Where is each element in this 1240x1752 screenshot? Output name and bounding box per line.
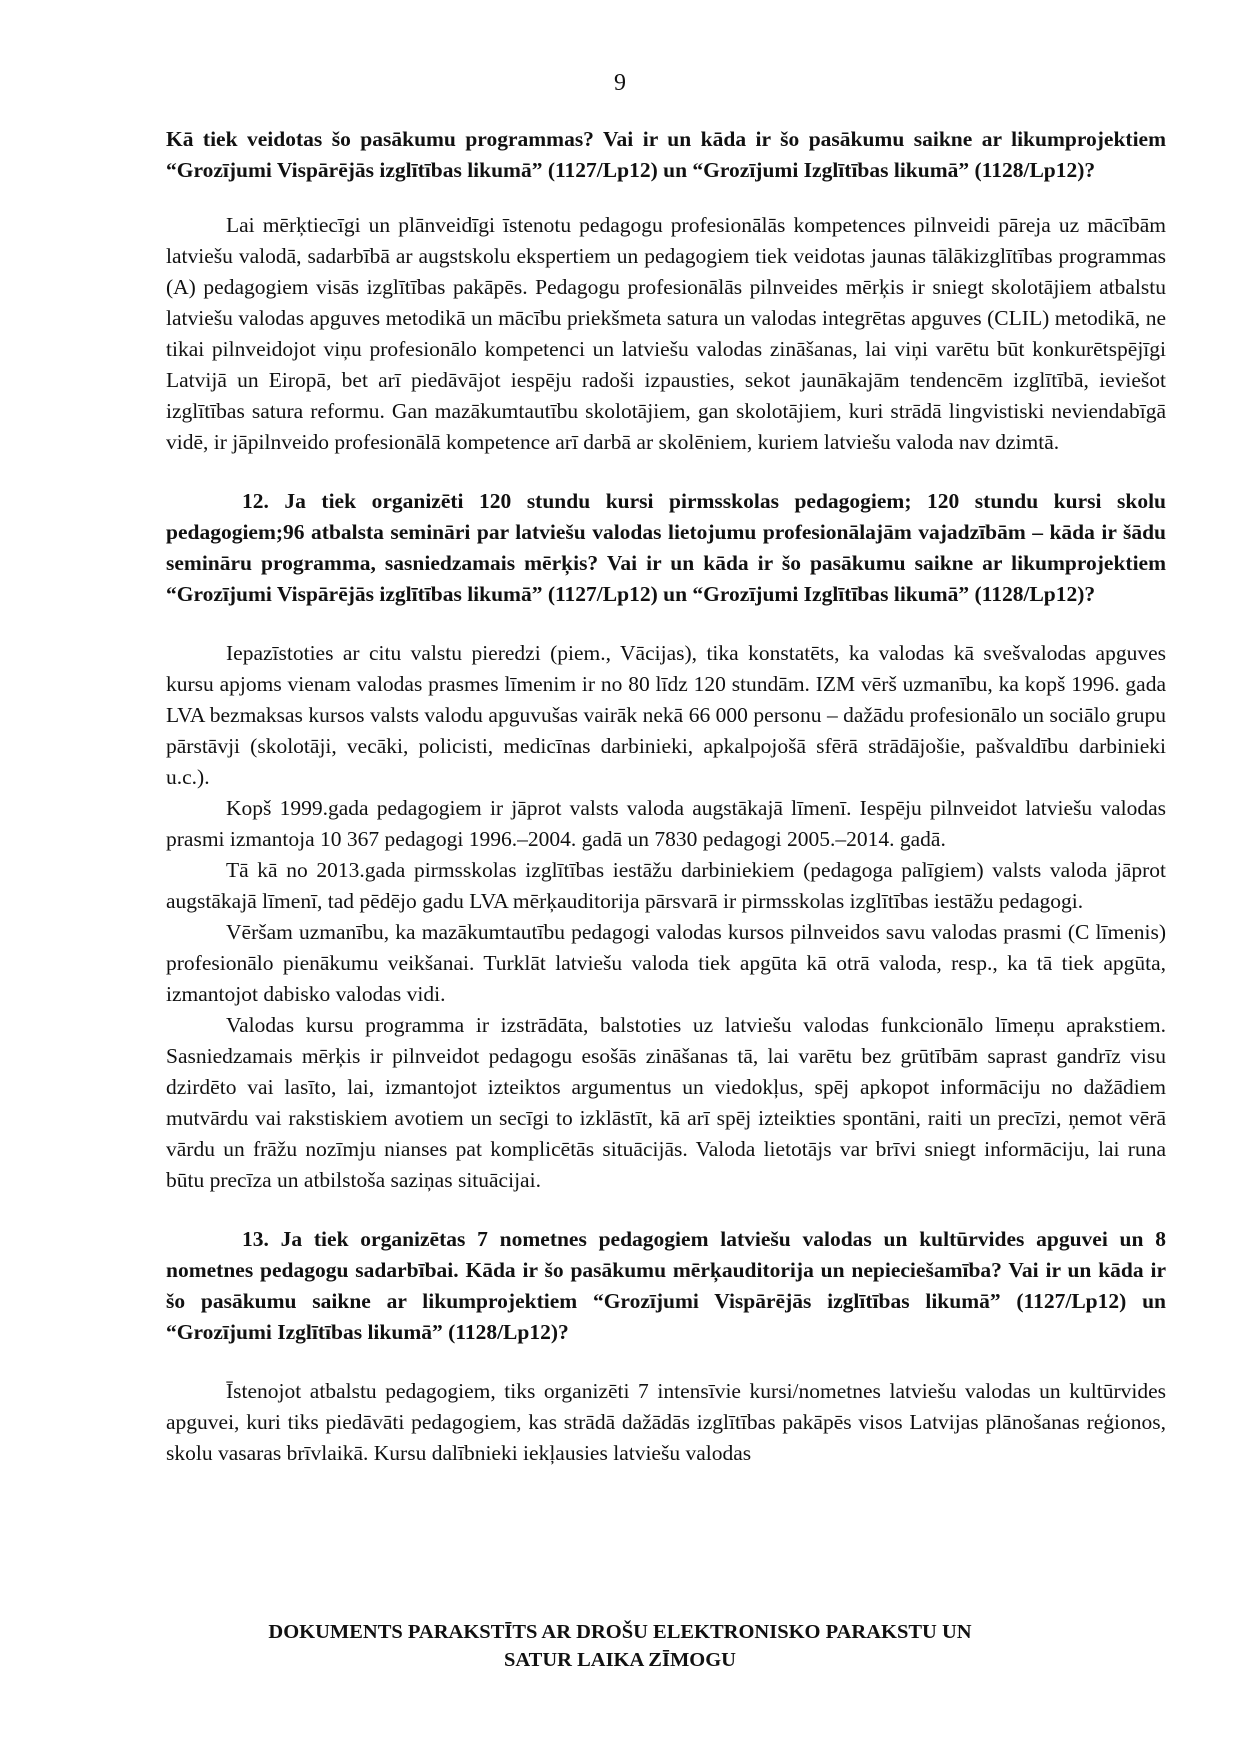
signature-notice-line-2: SATUR LAIKA ZĪMOGU (504, 1649, 736, 1671)
question-11-continued: Kā tiek veidotas šo pasākumu programmas? Vai ir un kāda ir šo pasākumu saikne ar likumprojektiem “Grozījumi Vispārējās izglītības likumā” (1127/Lp12) un “Grozījumi Izglītības likumā” (1128/Lp12)? (166, 127, 1166, 182)
question-12: 12. Ja tiek organizēti 120 stundu kursi pirmsskolas pedagogiem; 120 stundu kursi skolu pedagogiem;96 atbalsta semināri par latviešu valodas lietojumu profesionālajām vajadzībām – kāda ir šādu semināru programma, sasniedzamais mērķis? Vai ir un kāda ir šo pasākumu saikne ar likumprojektiem “Grozījumi Vispārējās izglītības likumā” (1127/Lp12) un “Grozījumi Izglītības likumā” (1128/Lp12)? (166, 489, 1166, 606)
answer-12-paragraph: Kopš 1999.gada pedagogiem ir jāprot valsts valoda augstākajā līmenī. Iespēju pilnveidot latviešu valodas prasmi izmantoja 10 367 pedagogi 1996.–2004. gadā un 7830 pedagogi 2005.–2014. gadā. (166, 796, 1166, 851)
answer-12-paragraph: Iepazīstoties ar citu valstu pieredzi (piem., Vācijas), tika konstatēts, ka valodas kā svešvalodas apguves kursu apjoms vienam valodas prasmes līmenim ir no 80 līdz 120 stundām. IZM vērš uzmanību, ka kopš 1996. gada LVA bezmaksas kursos valsts valodu apguvušas vairāk nekā 66 000 personu – dažādu profesionālo un sociālo grupu pārstāvji (skolotāji, vecāki, policisti, medicīnas darbinieki, apkalpojošā sfērā strādājošie, pašvaldību darbinieki u.c.). (166, 641, 1166, 789)
signature-notice (0, 1618, 1240, 1674)
page-number: 9 (614, 70, 626, 96)
question-13: 13. Ja tiek organizētas 7 nometnes pedagogiem latviešu valodas un kultūrvides apguvei un 8 nometnes pedagogu sadarbībai. Kāda ir šo pasākumu mērķauditorija un nepieciešamība? Vai ir un kāda ir šo pasākumu saikne ar likumprojektiem “Grozījumi Vispārējās izglītības likumā” (1127/Lp12) un “Grozījumi Izglītības likumā” (1128/Lp12)? (166, 1227, 1166, 1344)
answer-12-paragraph: Valodas kursu programma ir izstrādāta, balstoties uz latviešu valodas funkcionālo līmeņu aprakstiem. Sasniedzamais mērķis ir pilnveidot pedagogu esošās zināšanas tā, lai varētu bez grūtībām saprast gandrīz visu dzirdēto vai lasīto, lai, izmantojot izteiktos argumentus un viedokļus, spēj apkopot informāciju no dažādiem mutvārdu vai rakstiskiem avotiem un secīgi to izklāstīt, kā arī spēj izteikties spontāni, raiti un precīzi, ņemot vērā vārdu un frāžu nozīmju nianses pat komplicētās situācijās. Valoda lietotājs var brīvi sniegt informāciju, lai runa būtu precīza un atbilstoša saziņas situācijai. (166, 1013, 1166, 1192)
answer-12-paragraph: Tā kā no 2013.gada pirmsskolas izglītības iestāžu darbiniekiem (pedagoga palīgiem) valsts valoda jāprot augstākajā līmenī, tad pēdējo gadu LVA mērķauditorija pārsvarā ir pirmsskolas izglītības iestāžu pedagogi. (166, 858, 1166, 913)
document-body (166, 124, 1166, 1469)
answer-12-paragraph: Vēršam uzmanību, ka mazākumtautību pedagogi valodas kursos pilnveidos savu valodas prasmi (C līmenis) profesionālo pienākumu veikšanai. Turklāt latviešu valoda tiek apgūta kā otrā valoda, resp., ka tā tiek apgūta, izmantojot dabisko valodas vidi. (166, 920, 1166, 1006)
answer-13: Īstenojot atbalstu pedagogiem, tiks organizēti 7 intensīvie kursi/nometnes latviešu valodas un kultūrvides apguvei, kuri tiks piedāvāti pedagogiem, kas strādā dažādās izglītības pakāpēs visos Latvijas plānošanas reģionos, skolu vasaras brīvlaikā. Kursu dalībnieki iekļausies latviešu valodas (166, 1379, 1166, 1465)
signature-notice-line-1: DOKUMENTS PARAKSTĪTS AR DROŠU ELEKTRONISKO PARAKSTU UN (268, 1621, 972, 1643)
answer-11: Lai mērķtiecīgi un plānveidīgi īstenotu pedagogu profesionālās kompetences pilnveidi pāreja uz mācībām latviešu valodā, sadarbībā ar augstskolu ekspertiem un pedagogiem tiek veidotas jaunas tālākizglītības programmas (A) pedagogiem visās izglītības pakāpēs. Pedagogu profesionālās pilnveides mērķis ir sniegt skolotājiem atbalstu latviešu valodas apguves metodikā un mācību priekšmeta satura un valodas integrētas apguves (CLIL) metodikā, ne tikai pilnveidojot viņu profesionālo kompetenci un latviešu valodas zināšanas, lai viņi varētu būt konkurētspējīgi Latvijā un Eiropā, bet arī piedāvājot iespēju radoši izpausties, sekot jaunākajām tendencēm izglītībā, ieviešot izglītības satura reformu. Gan mazākumtautību skolotājiem, gan skolotājiem, kuri strādā lingvistiski neviendabīgā vidē, ir jāpilnveido profesionālā kompetence arī darbā ar skolēniem, kuriem latviešu valoda nav dzimtā. (166, 213, 1166, 454)
